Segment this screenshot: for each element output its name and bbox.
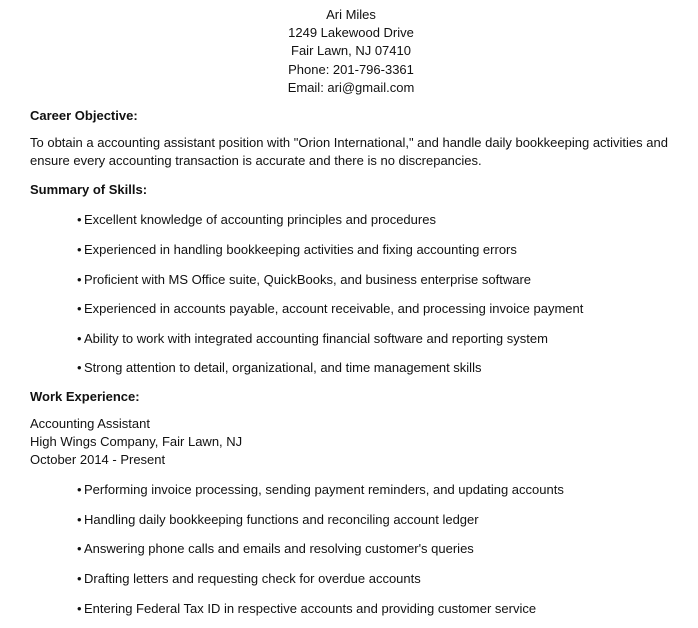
bullet-icon: • — [77, 301, 82, 316]
career-objective-heading: Career Objective: — [30, 108, 138, 123]
bullet-icon: • — [77, 541, 82, 556]
job-title: Accounting Assistant — [30, 416, 150, 431]
skill-item — [77, 330, 548, 348]
skill-item — [77, 300, 583, 318]
skill-item — [77, 211, 436, 229]
city-state-zip: Fair Lawn, NJ 07410 — [291, 43, 411, 59]
bullet-icon: • — [77, 482, 82, 497]
skill-item — [77, 241, 517, 259]
skill-item-text: Excellent knowledge of accounting principles and procedures — [84, 212, 436, 227]
career-objective-text: To obtain a accounting assistant position with "Orion International," and handle daily bookkeeping activities and ensure every accounting transaction is accurate and there is no discrepancies. — [30, 135, 668, 168]
applicant-name: Ari Miles — [326, 7, 376, 22]
contact-header — [0, 6, 698, 97]
duty-item-text: Answering phone calls and emails and resolving customer's queries — [84, 541, 474, 556]
bullet-icon: • — [77, 212, 82, 227]
phone-number: Phone: 201-796-3361 — [288, 61, 414, 77]
bullet-icon: • — [77, 331, 82, 346]
employment-dates: October 2014 - Present — [30, 452, 166, 467]
company-name: High Wings Company, Fair Lawn, NJ — [30, 434, 243, 449]
bullet-icon: • — [77, 571, 82, 586]
bullet-icon: • — [77, 601, 82, 616]
skill-item-text: Ability to work with integrated accounting financial software and reporting system — [84, 331, 548, 346]
skill-item-text: Experienced in handling bookkeeping activities and fixing accounting errors — [84, 242, 517, 257]
skills-heading: Summary of Skills: — [30, 182, 148, 197]
duty-item — [77, 540, 474, 558]
duty-item — [77, 511, 479, 529]
bullet-icon: • — [77, 360, 82, 375]
email-address: Email: ari@gmail.com — [287, 79, 415, 95]
duty-item — [77, 570, 421, 588]
skill-item-text: Experienced in accounts payable, account receivable, and processing invoice payment — [84, 301, 584, 316]
bullet-icon: • — [77, 512, 82, 527]
skill-item-text: Strong attention to detail, organizational, and time management skills — [84, 360, 482, 375]
duty-item — [77, 481, 564, 499]
skill-item — [77, 359, 481, 377]
duty-item-text: Drafting letters and requesting check for overdue accounts — [84, 571, 421, 586]
skill-item-text: Proficient with MS Office suite, QuickBooks, and business enterprise software — [84, 272, 532, 287]
duty-item-text: Entering Federal Tax ID in respective accounts and providing customer service — [84, 601, 537, 616]
duty-item — [77, 600, 536, 618]
work-experience-heading: Work Experience: — [30, 389, 140, 404]
street-address: 1249 Lakewood Drive — [288, 25, 414, 41]
duty-item-text: Handling daily bookkeeping functions and reconciling account ledger — [84, 512, 479, 527]
skill-item — [77, 271, 531, 289]
bullet-icon: • — [77, 242, 82, 257]
bullet-icon: • — [77, 272, 82, 287]
duty-item-text: Performing invoice processing, sending payment reminders, and updating accounts — [84, 482, 564, 497]
